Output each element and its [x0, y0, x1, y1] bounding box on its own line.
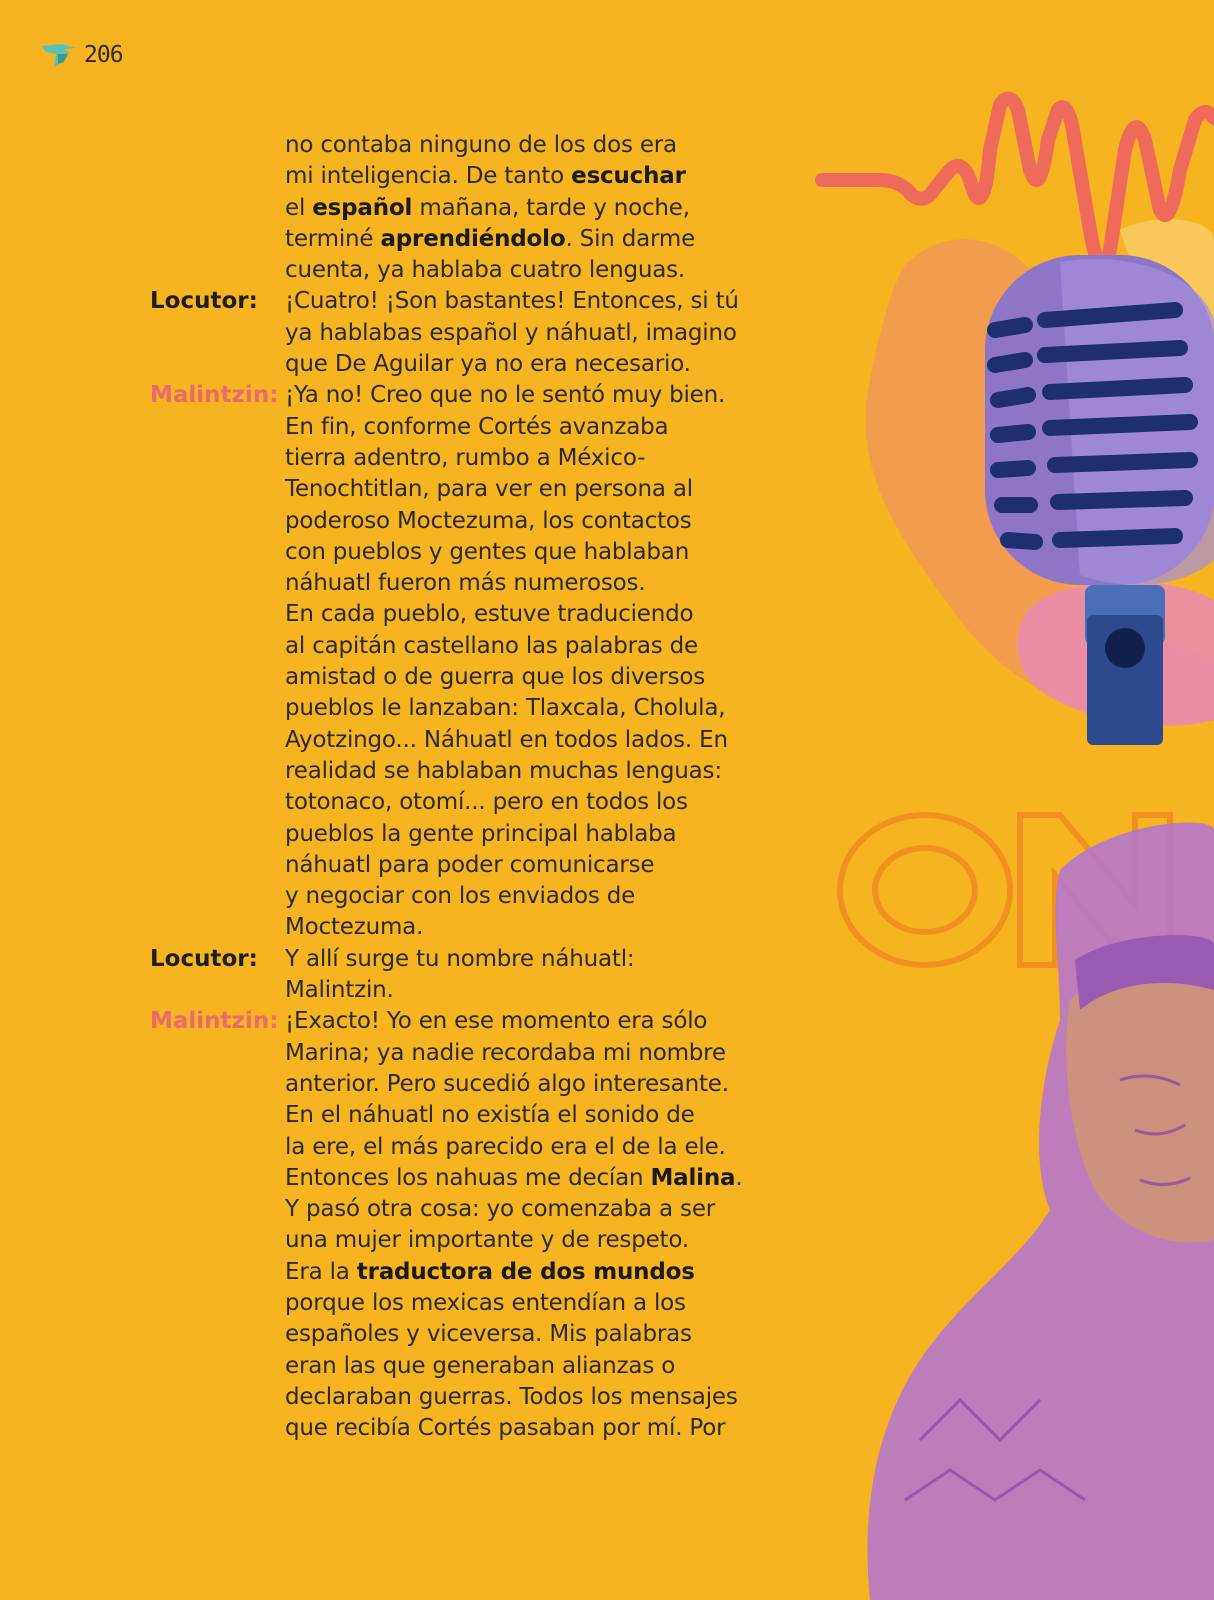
text-run: ya hablabas español y náhuatl, imagino	[285, 319, 737, 346]
text-run: En cada pueblo, estuve traduciendo	[285, 601, 694, 628]
text-line	[285, 349, 790, 380]
text-line	[285, 725, 790, 756]
bold-keyword: escuchar	[571, 163, 686, 190]
text-line	[285, 787, 790, 818]
text-run: Marina; ya nadie recordaba mi nombre	[285, 1039, 726, 1066]
text-line	[285, 756, 790, 787]
text-run: eran las que generaban alianzas o	[285, 1352, 676, 1379]
text-line	[285, 130, 790, 161]
text-run: al capitán castellano las palabras de	[285, 632, 699, 659]
text-run: que recibía Cortés pasaban por mí. Por	[285, 1415, 726, 1442]
speech-text	[285, 380, 790, 943]
text-run: Entonces los nahuas me decían	[285, 1164, 651, 1191]
text-run: Malintzin.	[285, 977, 394, 1004]
text-run: Ayotzingo... Náhuatl en todos lados. En	[285, 726, 728, 753]
text-run: Y allí surge tu nombre náhuatl:	[285, 945, 635, 972]
text-line	[285, 599, 790, 630]
text-line	[285, 944, 790, 975]
text-run: cuenta, ya hablaba cuatro lenguas.	[285, 257, 686, 284]
text-run: con pueblos y gentes que hablaban	[285, 538, 690, 565]
speech-text	[285, 130, 790, 286]
text-line	[285, 1351, 790, 1382]
text-run: y negociar con los enviados de	[285, 883, 636, 910]
text-line	[285, 1194, 790, 1225]
text-run: En fin, conforme Cortés avanzaba	[285, 413, 669, 440]
speaker-label	[150, 130, 285, 286]
text-line	[285, 474, 790, 505]
malintzin-portrait	[867, 823, 1214, 1600]
text-run: ¡Ya no! Creo que no le sentó muy bien.	[285, 382, 726, 409]
text-run: Y pasó otra cosa: yo comenzaba a ser	[285, 1196, 716, 1223]
text-line	[285, 819, 790, 850]
text-run: terminé	[285, 225, 381, 252]
dialogue-entry	[150, 286, 790, 380]
speech-text	[285, 1006, 790, 1444]
book-logo-icon	[40, 40, 78, 70]
text-run: la ere, el más parecido era el de la ele.	[285, 1133, 726, 1160]
text-line	[285, 506, 790, 537]
text-run: tierra adentro, rumbo a México-	[285, 444, 646, 471]
text-line	[285, 693, 790, 724]
bold-keyword: Malina	[650, 1164, 736, 1191]
speaker-label: Locutor:	[150, 945, 258, 972]
text-line	[285, 1288, 790, 1319]
text-line	[285, 850, 790, 881]
text-line	[285, 1100, 790, 1131]
text-line	[285, 318, 790, 349]
text-run: españoles y viceversa. Mis palabras	[285, 1321, 692, 1348]
text-run: el	[285, 194, 313, 221]
text-line	[285, 193, 790, 224]
text-line	[285, 255, 790, 286]
text-run: una mujer importante y de respeto.	[285, 1227, 689, 1254]
text-line	[285, 443, 790, 474]
text-line	[285, 975, 790, 1006]
text-run: Moctezuma.	[285, 914, 424, 941]
dialogue-entry	[150, 944, 790, 1007]
dialogue-entry	[150, 1006, 790, 1444]
text-run: poderoso Moctezuma, los contactos	[285, 507, 692, 534]
page-number: 206	[84, 42, 123, 68]
text-line	[285, 412, 790, 443]
bold-keyword: aprendiéndolo	[380, 225, 566, 252]
page-number-block	[40, 40, 123, 70]
text-run: náhuatl fueron más numerosos.	[285, 570, 646, 597]
text-run: Tenochtitlan, para ver en persona al	[285, 476, 693, 503]
text-line	[285, 1225, 790, 1256]
text-run: que De Aguilar ya no era necesario.	[285, 351, 691, 378]
text-line	[285, 568, 790, 599]
text-line	[285, 1038, 790, 1069]
text-run: ¡Cuatro! ¡Son bastantes! Entonces, si tú	[285, 288, 739, 315]
text-line	[285, 1006, 790, 1037]
text-run: ¡Exacto! Yo en ese momento era sólo	[285, 1008, 708, 1035]
dialogue-entry	[150, 130, 790, 286]
text-run: En el náhuatl no existía el sonido de	[285, 1102, 695, 1129]
text-run: totonaco, otomí... pero en todos los	[285, 789, 688, 816]
text-line	[285, 912, 790, 943]
dialogue-entry	[150, 380, 790, 943]
speech-text	[285, 286, 790, 380]
text-run: . Sin darme	[565, 225, 696, 252]
text-run: pueblos le lanzaban: Tlaxcala, Cholula,	[285, 695, 726, 722]
text-line	[285, 1069, 790, 1100]
interview-script	[150, 130, 790, 1444]
text-run: amistad o de guerra que los diversos	[285, 664, 706, 691]
text-line	[285, 881, 790, 912]
text-line	[285, 380, 790, 411]
speaker-label: Malintzin:	[150, 382, 279, 409]
text-run: náhuatl para poder comunicarse	[285, 851, 655, 878]
speaker-label: Locutor:	[150, 288, 258, 315]
text-run: realidad se hablaban muchas lenguas:	[285, 757, 722, 784]
text-run: .	[735, 1164, 743, 1191]
speech-text	[285, 944, 790, 1007]
text-line	[285, 537, 790, 568]
text-run: Era la	[285, 1258, 357, 1285]
speaker-label: Malintzin:	[150, 1008, 279, 1035]
text-line	[285, 1319, 790, 1350]
text-run: porque los mexicas entendían a los	[285, 1289, 686, 1316]
text-line	[285, 286, 790, 317]
text-line	[285, 662, 790, 693]
bold-keyword: español	[312, 194, 413, 221]
text-line	[285, 161, 790, 192]
text-line	[285, 224, 790, 255]
text-run: no contaba ninguno de los dos era	[285, 132, 677, 158]
text-line	[285, 1382, 790, 1413]
text-line	[285, 1163, 790, 1194]
text-line	[285, 1257, 790, 1288]
text-line	[285, 1132, 790, 1163]
text-line	[285, 631, 790, 662]
text-run: pueblos la gente principal hablaba	[285, 820, 677, 847]
bold-keyword: traductora de dos mundos	[356, 1258, 695, 1285]
text-line	[285, 1413, 790, 1444]
text-run: anterior. Pero sucedió algo interesante.	[285, 1070, 729, 1097]
text-run: declaraban guerras. Todos los mensajes	[285, 1383, 738, 1410]
text-run: mi inteligencia. De tanto	[285, 163, 572, 190]
text-run: mañana, tarde y noche,	[412, 194, 690, 221]
